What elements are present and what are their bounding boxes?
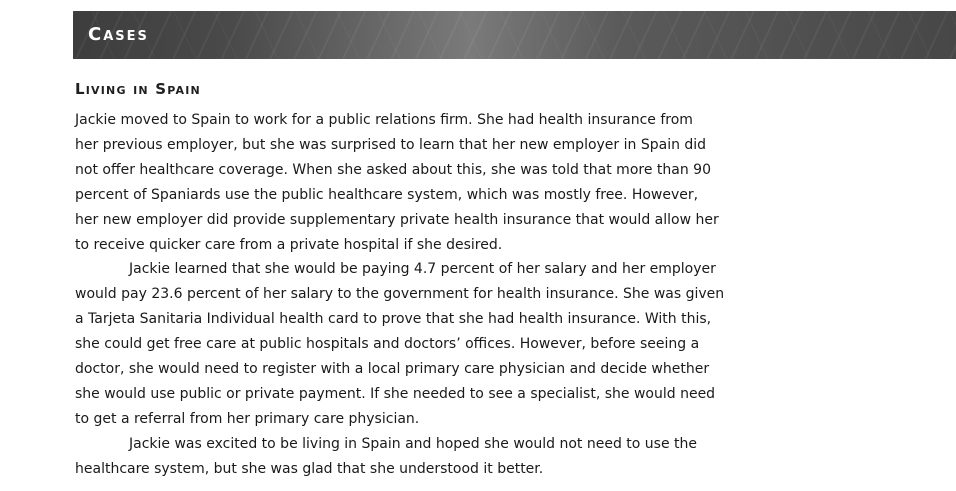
case-body: [75, 108, 750, 482]
section-banner: [73, 11, 956, 59]
text-line: would pay 23.6 percent of her salary to the government for health insurance. She was given: [75, 286, 725, 303]
text-line: healthcare system, but she was glad that she understood it better.: [75, 460, 544, 477]
text-line: she could get free care at public hospitals and doctors’ offices. However, before seeing a: [75, 336, 700, 353]
text-line: not offer healthcare coverage. When she asked about this, she was told that more than 90: [75, 161, 711, 178]
text-line: to receive quicker care from a private hospital if she desired.: [75, 236, 503, 253]
text-line: a Tarjeta Sanitaria Individual health card to prove that she had health insurance. With this,: [75, 311, 712, 328]
text-line: doctor, she would need to register with a local primary care physician and decide whether: [75, 361, 710, 378]
paragraph-2: [75, 257, 750, 431]
text-line: percent of Spaniards use the public healthcare system, which was mostly free. However,: [75, 186, 699, 203]
text-line: to get a referral from her primary care physician.: [75, 410, 420, 427]
section-heading: Cases: [88, 24, 149, 45]
text-line: Jackie was excited to be living in Spain and hoped she would not need to use the: [129, 435, 698, 452]
text-line: Jackie moved to Spain to work for a public relations firm. She had health insurance from: [75, 112, 693, 128]
text-line: she would use public or private payment. If she needed to see a specialist, she would need: [75, 385, 716, 402]
text-line: her new employer did provide supplementary private health insurance that would allow her: [75, 211, 719, 228]
paragraph-1: [75, 108, 750, 257]
paragraph-3: [75, 432, 750, 482]
text-line: her previous employer, but she was surprised to learn that her new employer in Spain did: [75, 136, 707, 153]
case-title: Living in Spain: [75, 80, 201, 98]
text-line: Jackie learned that she would be paying 4.7 percent of her salary and her employer: [129, 261, 716, 278]
